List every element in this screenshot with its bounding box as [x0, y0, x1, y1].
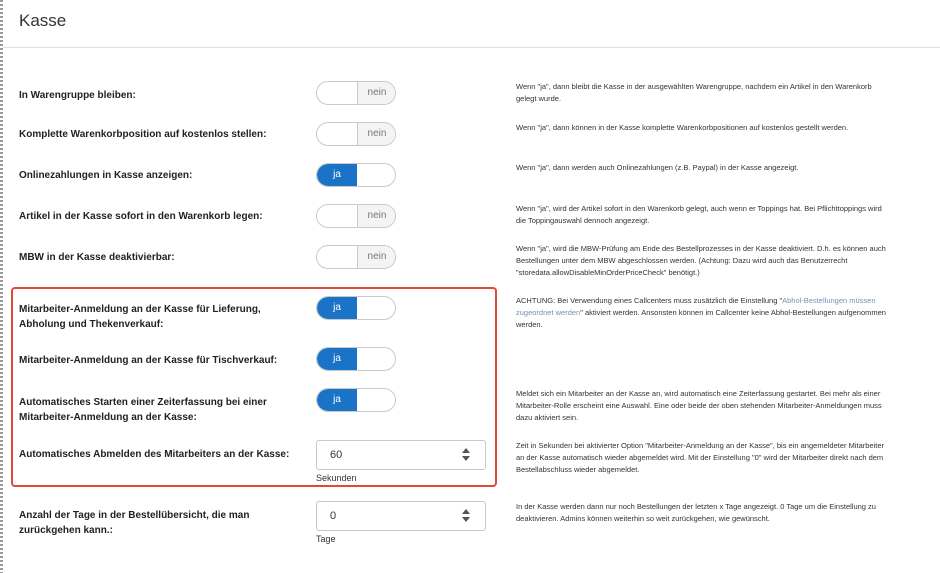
setting-description: Zeit in Sekunden bei aktivierter Option "Mitarbeiter-Anmeldung an der Kasse", bis ein angemeldeter Mitarbeiter an der Kasse automatisch wieder abgemeldet wird. Mit der Einstellung "0" wird der Mitarbeiter direkt nach dem Bestellabschluss wieder abgemeldet. [516, 441, 885, 474]
setting-label: Onlinezahlungen in Kasse anzeigen: [19, 170, 193, 181]
unit-label: Sekunden [316, 473, 357, 483]
setting-description: Wenn "ja", dann können in der Kasse komplette Warenkorbpositionen auf kostenlos gestellt werden. [516, 123, 849, 132]
toggle-in-warengruppe[interactable] [316, 81, 396, 105]
toggle-text: ja [333, 353, 341, 364]
spin-up-icon[interactable] [462, 448, 470, 453]
left-dotted-border [0, 0, 3, 573]
setting-description: Wenn "ja", dann bleibt die Kasse in der ausgewählten Warengruppe, nachdem ein Artikel in den Warenkorb gelegt wurde. [516, 82, 872, 103]
toggle-text: ja [333, 302, 341, 313]
unit-label: Tage [316, 534, 336, 544]
desc-text-pre: ACHTUNG: Bei Verwendung eines Callcenters muss zusätzlich die Einstellung " [516, 296, 783, 305]
desc-text-post: " aktiviert werden. Ansonsten können im Callcenter keine Abhol-Bestellungen aufgenommen werden. [516, 308, 886, 329]
toggle-text: nein [367, 251, 387, 262]
setting-description: Wenn "ja", dann werden auch Onlinezahlungen (z.B. Paypal) in der Kasse angezeigt. [516, 163, 799, 172]
order-days-input[interactable] [316, 501, 486, 531]
toggle-text: nein [367, 128, 387, 139]
toggle-text: ja [333, 394, 341, 405]
toggle-mitarbeiter-lieferung[interactable] [316, 296, 396, 320]
spin-down-icon[interactable] [462, 456, 470, 461]
toggle-sofort-warenkorb[interactable] [316, 204, 396, 228]
setting-label: Automatisches Abmelden des Mitarbeiters an der Kasse: [19, 449, 290, 460]
toggle-mbw[interactable] [316, 245, 396, 269]
setting-label: Komplette Warenkorbposition auf kostenlos stellen: [19, 129, 267, 140]
setting-label: Artikel in der Kasse sofort in den Warenkorb legen: [19, 211, 263, 222]
toggle-mitarbeiter-tisch[interactable] [316, 347, 396, 371]
setting-description: Wenn "ja", wird der Artikel sofort in den Warenkorb gelegt, auch wenn er Toppings hat. Bei Pflichttoppings wird die Toppingauswahl dennoch angezeigt. [516, 204, 882, 225]
toggle-text: nein [367, 87, 387, 98]
page-title: Kasse [19, 11, 67, 30]
toggle-zeiterfassung[interactable] [316, 388, 396, 412]
input-value: 60 [330, 449, 343, 461]
setting-label: Automatisches Starten einer Zeiterfassung bei einer Mitarbeiter-Anmeldung an der Kasse: [19, 397, 267, 423]
toggle-text: nein [367, 210, 387, 221]
abhol-bestellungen-link[interactable]: Abhol-Bestellungen müssen zugeordnet werden [516, 296, 876, 317]
spin-down-icon[interactable] [462, 517, 470, 522]
setting-label: MBW in der Kasse deaktivierbar: [19, 252, 175, 263]
setting-label: Mitarbeiter-Anmeldung an der Kasse für Lieferung, Abholung und Thekenverkauf: [19, 304, 261, 330]
setting-description [516, 295, 888, 331]
toggle-text: ja [333, 169, 341, 180]
toggle-kostenlos[interactable] [316, 122, 396, 146]
setting-label: Anzahl der Tage in der Bestellübersicht, die man zurückgehen kann.: [19, 510, 250, 536]
input-value: 0 [330, 510, 337, 522]
setting-description: Meldet sich ein Mitarbeiter an der Kasse an, wird automatisch eine Zeiterfassung gestartet. Bei mehr als einer Mitarbeiter-Rolle erscheint eine Auswahl. Eine oder beide der oben stehenden Mitarbeiter-Anmeldungen muss dazu aktiviert sein. [516, 389, 882, 422]
toggle-onlinezahlungen[interactable] [316, 163, 396, 187]
auto-logout-input[interactable] [316, 440, 486, 470]
number-spinner[interactable] [461, 447, 471, 463]
setting-description: Wenn "ja", wird die MBW-Prüfung am Ende des Bestellprozesses in der Kasse deaktiviert. D.h. es können auch Bestellungen unter dem MBW abgeschlossen werden. (Achtung: Dazu wird auch das Benutzerrecht "storedata.allowDisableMinOrderPriceCheck" benötigt.) [516, 244, 886, 277]
spin-up-icon[interactable] [462, 509, 470, 514]
setting-label: Mitarbeiter-Anmeldung an der Kasse für Tischverkauf: [19, 355, 278, 366]
setting-description: In der Kasse werden dann nur noch Bestellungen der letzten x Tage angezeigt. 0 Tage um die Einstellung zu deaktivieren. Admins können weiterhin so weit zurückgehen, wie gewünscht. [516, 502, 876, 523]
number-spinner[interactable] [461, 508, 471, 524]
panel-header [3, 0, 940, 48]
setting-label: In Warengruppe bleiben: [19, 90, 136, 101]
